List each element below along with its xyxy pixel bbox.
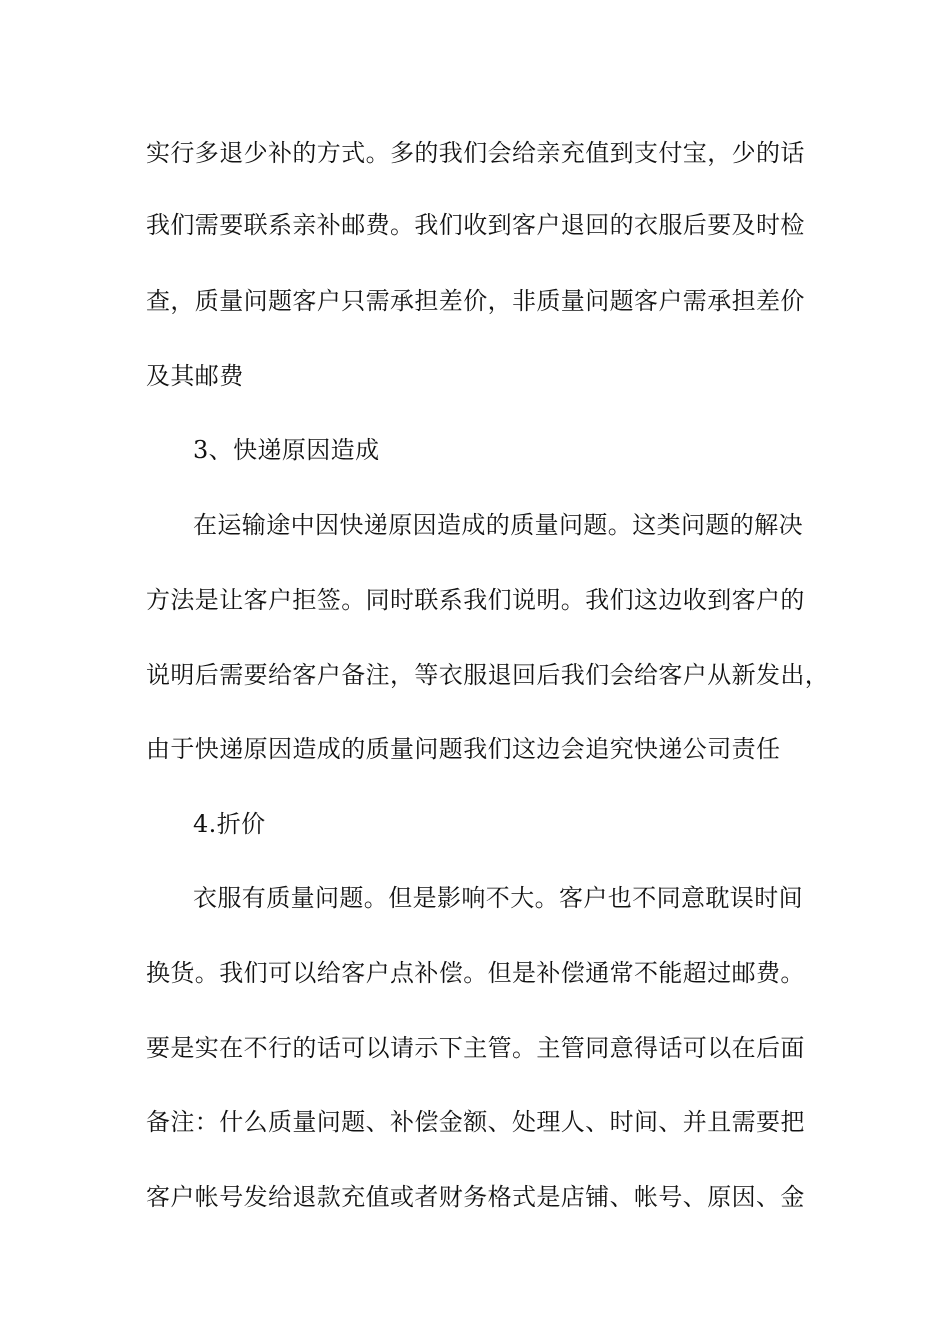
paragraph-line: 在运输途中因快递原因造成的质量问题。这类问题的解决 — [193, 511, 803, 539]
paragraph-line: 我们需要联系亲补邮费。我们收到客户退回的衣服后要及时检 — [146, 211, 805, 239]
paragraph-line: 查，质量问题客户只需承担差价，非质量问题客户需承担差价 — [146, 287, 805, 315]
paragraph-line: 实行多退少补的方式。多的我们会给亲充值到支付宝，少的话 — [146, 139, 805, 167]
paragraph-line: 及其邮费 — [146, 362, 244, 390]
paragraph-line: 换货。我们可以给客户点补偿。但是补偿通常不能超过邮费。 — [146, 959, 805, 987]
paragraph-line: 客户帐号发给退款充值或者财务格式是店铺、帐号、原因、金 — [146, 1183, 805, 1211]
paragraph-line: 方法是让客户拒签。同时联系我们说明。我们这边收到客户的 — [146, 586, 805, 614]
section-heading: 3、快递原因造成 — [193, 436, 380, 464]
paragraph-line: 要是实在不行的话可以请示下主管。主管同意得话可以在后面 — [146, 1034, 805, 1062]
section-heading: 4.折价 — [193, 810, 266, 838]
paragraph-line: 说明后需要给客户备注，等衣服退回后我们会给客户从新发出， — [146, 661, 830, 689]
paragraph-line: 备注：什么质量问题、补偿金额、处理人、时间、并且需要把 — [146, 1108, 805, 1136]
paragraph-line: 衣服有质量问题。但是影响不大。客户也不同意耽误时间 — [193, 884, 803, 912]
paragraph-line: 由于快递原因造成的质量问题我们这边会追究快递公司责任 — [146, 735, 781, 763]
